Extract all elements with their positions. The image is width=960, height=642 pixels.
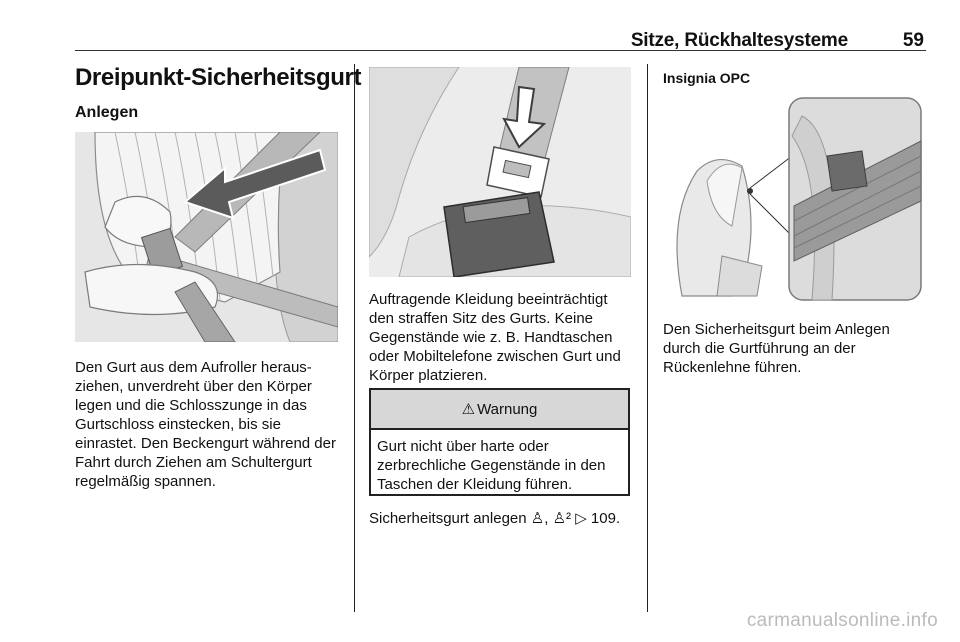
warning-title: Warnung	[477, 400, 538, 418]
instruction-text-fastening: Den Gurt aus dem Aufroller herausziehen, unverdreht über den Körper legen und die Schlosszunge in das Gurtschloss einstecken, bis sie einrastet. Den Beckengurt während der Fahrt durch Ziehen am Schultergurt regelmäßig spannen.	[75, 359, 336, 490]
warning-box	[369, 388, 630, 496]
cross-reference-separator: ,	[544, 510, 549, 527]
seatbelt-reminder-second-row-icon: ♙²	[552, 510, 572, 527]
column-divider-right	[647, 64, 648, 612]
warning-triangle-icon: ⚠	[461, 401, 476, 418]
warning-text: Gurt nicht über harte oder zerbrechliche Gegenstände in den Taschen der Kleidung führen.	[377, 438, 606, 493]
page-number: 59	[902, 30, 924, 51]
running-header-title: Sitze, Rückhaltesysteme	[630, 30, 848, 51]
illustration-belt-guide	[662, 96, 924, 302]
column-divider-left	[354, 64, 355, 612]
section-heading: Dreipunkt-Sicherheitsgurt	[75, 64, 362, 91]
cross-reference	[369, 509, 620, 527]
belt-guide-text: Den Sicherheitsgurt beim Anlegen durch die Gurtführung an der Rückenlehne führen.	[663, 321, 890, 376]
illustration-belt-buckle	[369, 67, 631, 277]
clothing-advice-text: Auftragende Kleidung beeinträchtigt den straffen Sitz des Gurts. Keine Gegenstände wie z. B. Handtaschen oder Mobiltelefone zwischen Gurt und Körper platzieren.	[369, 291, 621, 384]
cross-reference-page: 109.	[590, 510, 621, 527]
page-reference-arrow-icon: ▷	[575, 510, 587, 527]
seatbelt-reminder-icon: ♙	[530, 510, 545, 527]
warning-header	[371, 390, 628, 430]
watermark: carmanualsonline.info	[746, 610, 938, 631]
subsection-heading: Anlegen	[75, 104, 139, 121]
model-heading: Insignia OPC	[663, 70, 751, 86]
header-rule	[75, 50, 926, 51]
cross-reference-label: Sicherheitsgurt anlegen	[369, 510, 527, 527]
illustration-fastening-belt	[75, 132, 338, 342]
